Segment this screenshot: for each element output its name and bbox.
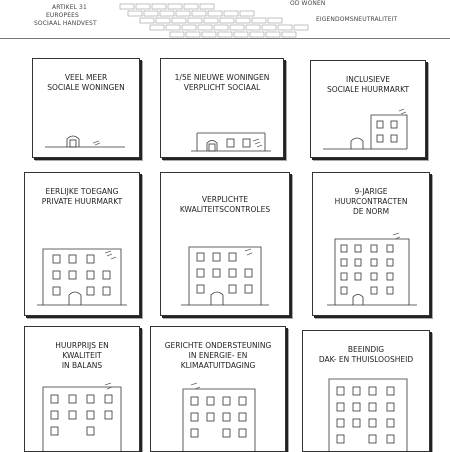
panel-2 xyxy=(160,58,284,158)
panel-9-title: BEEINDIG DAK- EN THUISLOOSHEID xyxy=(318,345,414,364)
panel-5 xyxy=(160,172,290,316)
panel-7-building-sketch xyxy=(25,327,139,451)
panel-2-title: 1/5E NIEUWE WONINGEN VERPLICHT SOCIAAL xyxy=(174,73,270,92)
header-strip xyxy=(0,0,450,48)
panel-4 xyxy=(24,172,140,316)
panel-3 xyxy=(310,60,426,158)
header-left-line-2: EUROPEES xyxy=(46,12,79,19)
panel-6-building-sketch xyxy=(313,173,429,315)
panel-1-building-sketch xyxy=(33,59,139,157)
panel-3-building-sketch xyxy=(311,61,425,157)
panel-2-building-sketch xyxy=(161,59,283,157)
panel-8-title: GERICHTE ONDERSTEUNING IN ENERGIE- EN KLIMAATUITDAGING xyxy=(164,341,272,370)
panel-5-title: VERPLICHTE KWALITEITSCONTROLES xyxy=(179,195,271,214)
panel-7-title: HUURPRIJS EN KWALITEIT IN BALANS xyxy=(55,341,109,370)
panel-1 xyxy=(32,58,140,158)
header-left-line-3: SOCIAAL HANDVEST xyxy=(34,20,97,27)
header-ground-line xyxy=(0,38,450,39)
panel-4-title: EERLIJKE TOEGANG PRIVATE HUURMARKT xyxy=(41,187,123,206)
panel-7 xyxy=(24,326,140,452)
panel-4-building-sketch xyxy=(25,173,139,315)
header-right: EIGENDOMSNEUTRALITEIT xyxy=(316,16,398,23)
panel-6-title: 9-JARIGE HUURCONTRACTEN DE NORM xyxy=(334,187,408,216)
header-left-line-1: ARTIKEL 31 xyxy=(52,4,87,11)
header-center: OD WONEN xyxy=(290,0,326,7)
panel-5-building-sketch xyxy=(161,173,289,315)
panel-3-title: INCLUSIEVE SOCIALE HUURMARKT xyxy=(326,75,410,94)
panel-8-building-sketch xyxy=(151,327,285,451)
panel-8 xyxy=(150,326,286,452)
panel-6 xyxy=(312,172,430,316)
panel-1-title: VEEL MEER SOCIALE WONINGEN xyxy=(47,73,125,92)
panel-9 xyxy=(302,330,430,452)
panel-9-building-sketch xyxy=(303,331,429,451)
